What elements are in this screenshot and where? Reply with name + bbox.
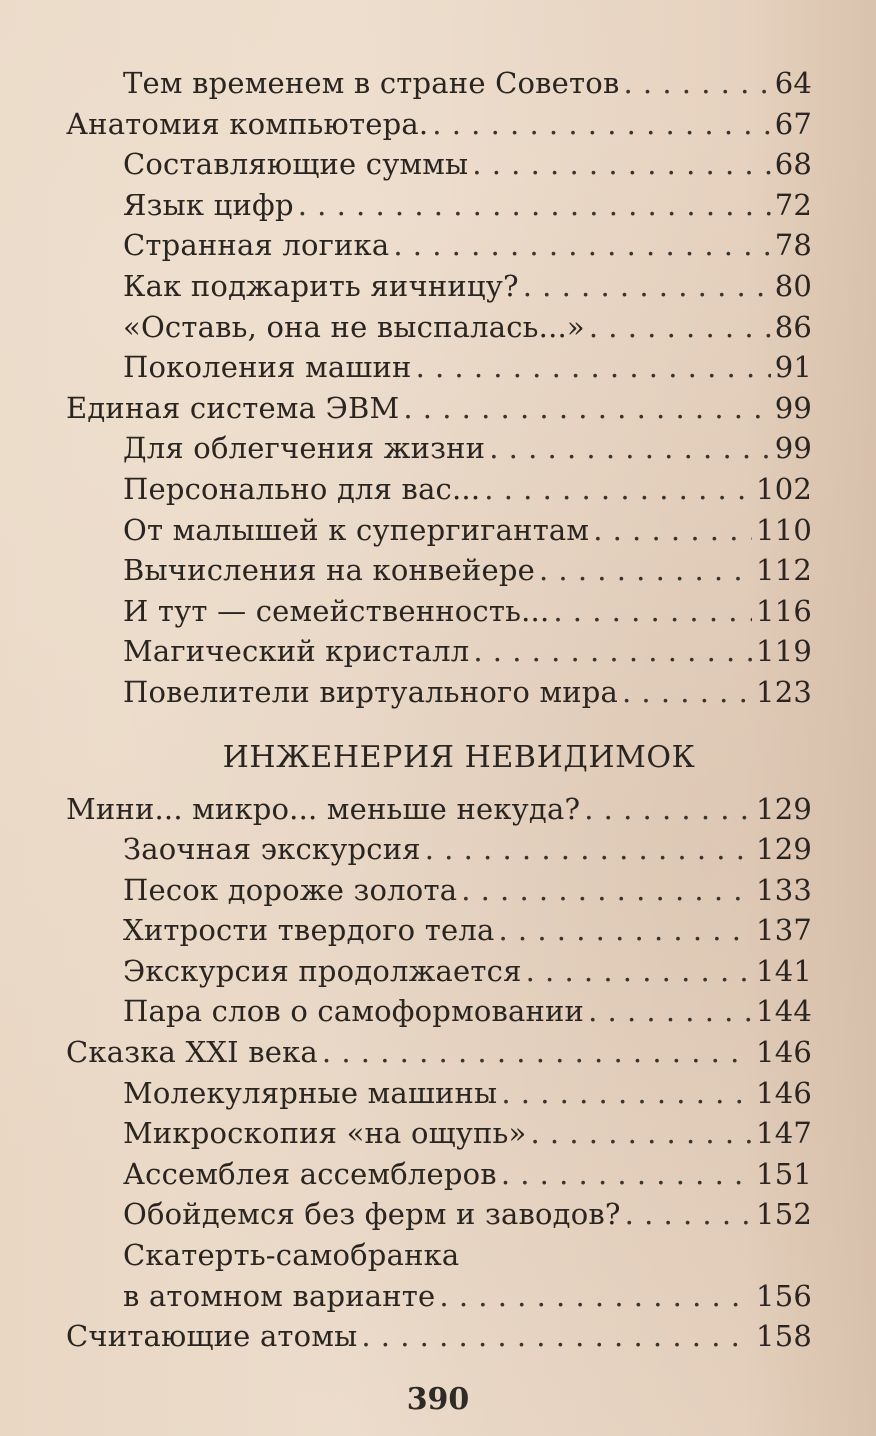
toc-entry-page: 86 bbox=[774, 309, 812, 344]
dot-leader bbox=[403, 388, 770, 429]
dot-leader bbox=[322, 1032, 752, 1073]
toc-entry-page: 67 bbox=[774, 106, 812, 141]
toc-entry-title: «Оставь, она не выспалась...» bbox=[123, 309, 585, 344]
toc-entry bbox=[66, 144, 812, 185]
toc-entry-page: 110 bbox=[756, 512, 812, 547]
toc-entry-title: Поколения машин bbox=[123, 350, 412, 385]
toc-entry bbox=[66, 591, 812, 632]
dot-leader bbox=[526, 951, 752, 992]
dot-leader bbox=[622, 672, 752, 713]
toc-entry-title: Магический кристалл bbox=[123, 634, 470, 669]
dot-leader bbox=[439, 1276, 752, 1317]
toc-entry-title: Для облегчения жизни bbox=[123, 431, 486, 466]
toc-entry bbox=[66, 1032, 812, 1073]
dot-leader bbox=[498, 910, 752, 951]
toc-entry-title: Пара слов о самоформовании bbox=[123, 994, 585, 1029]
toc-entry-page: 119 bbox=[756, 634, 812, 669]
toc-entry bbox=[66, 63, 812, 104]
dot-leader bbox=[623, 63, 770, 104]
dot-leader bbox=[523, 266, 771, 307]
toc-entry-title: Единая система ЭВМ bbox=[66, 390, 400, 425]
toc-entry-title: Вычисления на конвейере bbox=[123, 553, 535, 588]
toc-entry bbox=[66, 991, 812, 1032]
toc-entry-page: 116 bbox=[756, 593, 812, 628]
toc-entry-page: 151 bbox=[756, 1156, 812, 1191]
dot-leader bbox=[593, 510, 752, 551]
dot-leader bbox=[484, 469, 752, 510]
dot-leader bbox=[425, 829, 752, 870]
dot-leader bbox=[393, 225, 770, 266]
dot-leader bbox=[531, 1113, 753, 1154]
toc-entry bbox=[66, 910, 812, 951]
toc-entry-page: 72 bbox=[774, 187, 812, 222]
dot-leader bbox=[539, 550, 752, 591]
dot-leader bbox=[625, 1194, 752, 1235]
toc-entry-title: Песок дороже золота bbox=[123, 872, 458, 907]
toc-entry bbox=[66, 550, 812, 591]
toc-entry-title: Странная логика bbox=[123, 228, 390, 263]
toc-entry-page: 141 bbox=[756, 953, 812, 988]
toc-entry bbox=[66, 1113, 812, 1154]
toc-entry-page: 133 bbox=[756, 872, 812, 907]
toc-entry bbox=[66, 307, 812, 348]
toc-entry-title: Экскурсия продолжается bbox=[123, 953, 522, 988]
dot-leader bbox=[553, 591, 752, 632]
toc-entry-page: 137 bbox=[756, 913, 812, 948]
toc-entry-page: 91 bbox=[774, 350, 812, 385]
section-heading: ИНЖЕНЕРИЯ НЕВИДИМОК bbox=[222, 739, 696, 775]
toc-entry-page: 152 bbox=[756, 1197, 812, 1232]
dot-leader bbox=[416, 347, 771, 388]
dot-leader bbox=[489, 428, 770, 469]
toc-entry bbox=[66, 469, 812, 510]
toc-entry-page: 102 bbox=[756, 471, 812, 506]
toc-entry-page: 156 bbox=[756, 1278, 812, 1313]
toc-entry-title: Заочная экскурсия bbox=[123, 832, 421, 867]
toc-entry-title: Тем временем в стране Советов bbox=[123, 66, 620, 100]
toc-entry bbox=[66, 789, 812, 830]
toc-entry-page: 112 bbox=[756, 553, 812, 588]
toc-entry-title: И тут — семейственность... bbox=[123, 593, 550, 628]
toc-entry-title: Молекулярные машины bbox=[123, 1075, 498, 1110]
toc-entry-page: 147 bbox=[756, 1116, 812, 1151]
toc-entry-title: Обойдемся без ферм и заводов? bbox=[123, 1197, 621, 1232]
toc-entry bbox=[66, 428, 812, 469]
toc-entry bbox=[66, 510, 812, 551]
dot-leader bbox=[432, 104, 770, 145]
toc-entry-title: Как поджарить яичницу? bbox=[123, 268, 519, 303]
toc-entry bbox=[66, 951, 812, 992]
toc-entry-title: Составляющие суммы bbox=[123, 147, 469, 182]
toc-entry bbox=[66, 829, 812, 870]
toc-entry-title: Микроскопия «на ощупь» bbox=[123, 1116, 527, 1151]
toc-entry bbox=[66, 1316, 812, 1357]
toc-entry-title: Мини... микро... меньше некуда? bbox=[66, 791, 581, 826]
toc-entry bbox=[66, 347, 812, 388]
toc-entry-title: Язык цифр bbox=[123, 187, 294, 222]
dot-leader bbox=[501, 1073, 752, 1114]
toc-entry-page: 99 bbox=[774, 431, 812, 466]
toc-entry-page: 64 bbox=[774, 66, 812, 100]
toc-entry bbox=[66, 266, 812, 307]
toc-entry-title: Анатомия компьютера. bbox=[66, 106, 429, 141]
dot-leader bbox=[298, 185, 771, 226]
toc-entry-page: 129 bbox=[756, 791, 812, 826]
toc-entry bbox=[66, 225, 812, 266]
dot-leader bbox=[473, 631, 752, 672]
toc-entry bbox=[66, 1154, 812, 1195]
toc-entry-title: в атомном варианте bbox=[123, 1278, 436, 1313]
toc-entry bbox=[66, 870, 812, 911]
toc-entry-page: 80 bbox=[774, 268, 812, 303]
dot-leader bbox=[588, 991, 752, 1032]
toc-entry-title: Ассемблея ассемблеров bbox=[123, 1156, 497, 1191]
dot-leader bbox=[589, 307, 771, 348]
toc-part-1 bbox=[66, 63, 812, 713]
table-of-contents bbox=[66, 63, 812, 1357]
toc-entry-page: 158 bbox=[756, 1319, 812, 1354]
toc-entry-page: 146 bbox=[756, 1035, 812, 1070]
toc-part-2 bbox=[66, 789, 812, 1357]
toc-entry-title: Повелители виртуального мира bbox=[123, 674, 618, 709]
dot-leader bbox=[584, 789, 752, 830]
toc-entry-page: 99 bbox=[774, 390, 812, 425]
toc-entry bbox=[66, 388, 812, 429]
toc-entry-title: Хитрости твердого тела bbox=[123, 913, 495, 948]
toc-entry-title: Сказка XXI века bbox=[66, 1035, 318, 1070]
toc-entry bbox=[66, 1073, 812, 1114]
dot-leader bbox=[472, 144, 770, 185]
toc-entry-title: Считающие атомы bbox=[66, 1319, 358, 1354]
toc-entry-title: Персонально для вас... bbox=[123, 471, 481, 506]
toc-entry-page: 123 bbox=[756, 674, 812, 709]
toc-entry bbox=[66, 1276, 812, 1317]
toc-entry-page: 146 bbox=[756, 1075, 812, 1110]
toc-entry bbox=[66, 1235, 812, 1276]
toc-entry bbox=[66, 1194, 812, 1235]
toc-entry-page: 68 bbox=[774, 147, 812, 182]
toc-entry-page: 129 bbox=[756, 832, 812, 867]
toc-entry-page: 78 bbox=[774, 228, 812, 263]
toc-entry bbox=[66, 104, 812, 145]
toc-entry bbox=[66, 631, 812, 672]
toc-entry-title: Скатерть-самобранка bbox=[123, 1238, 460, 1273]
toc-entry bbox=[66, 185, 812, 226]
dot-leader bbox=[461, 870, 752, 911]
toc-entry bbox=[66, 672, 812, 713]
toc-entry-page: 144 bbox=[756, 994, 812, 1029]
dot-leader bbox=[501, 1154, 752, 1195]
dot-leader bbox=[361, 1316, 752, 1357]
page-number: 390 bbox=[406, 1382, 470, 1417]
toc-entry-title: От малышей к супергигантам bbox=[123, 512, 590, 547]
